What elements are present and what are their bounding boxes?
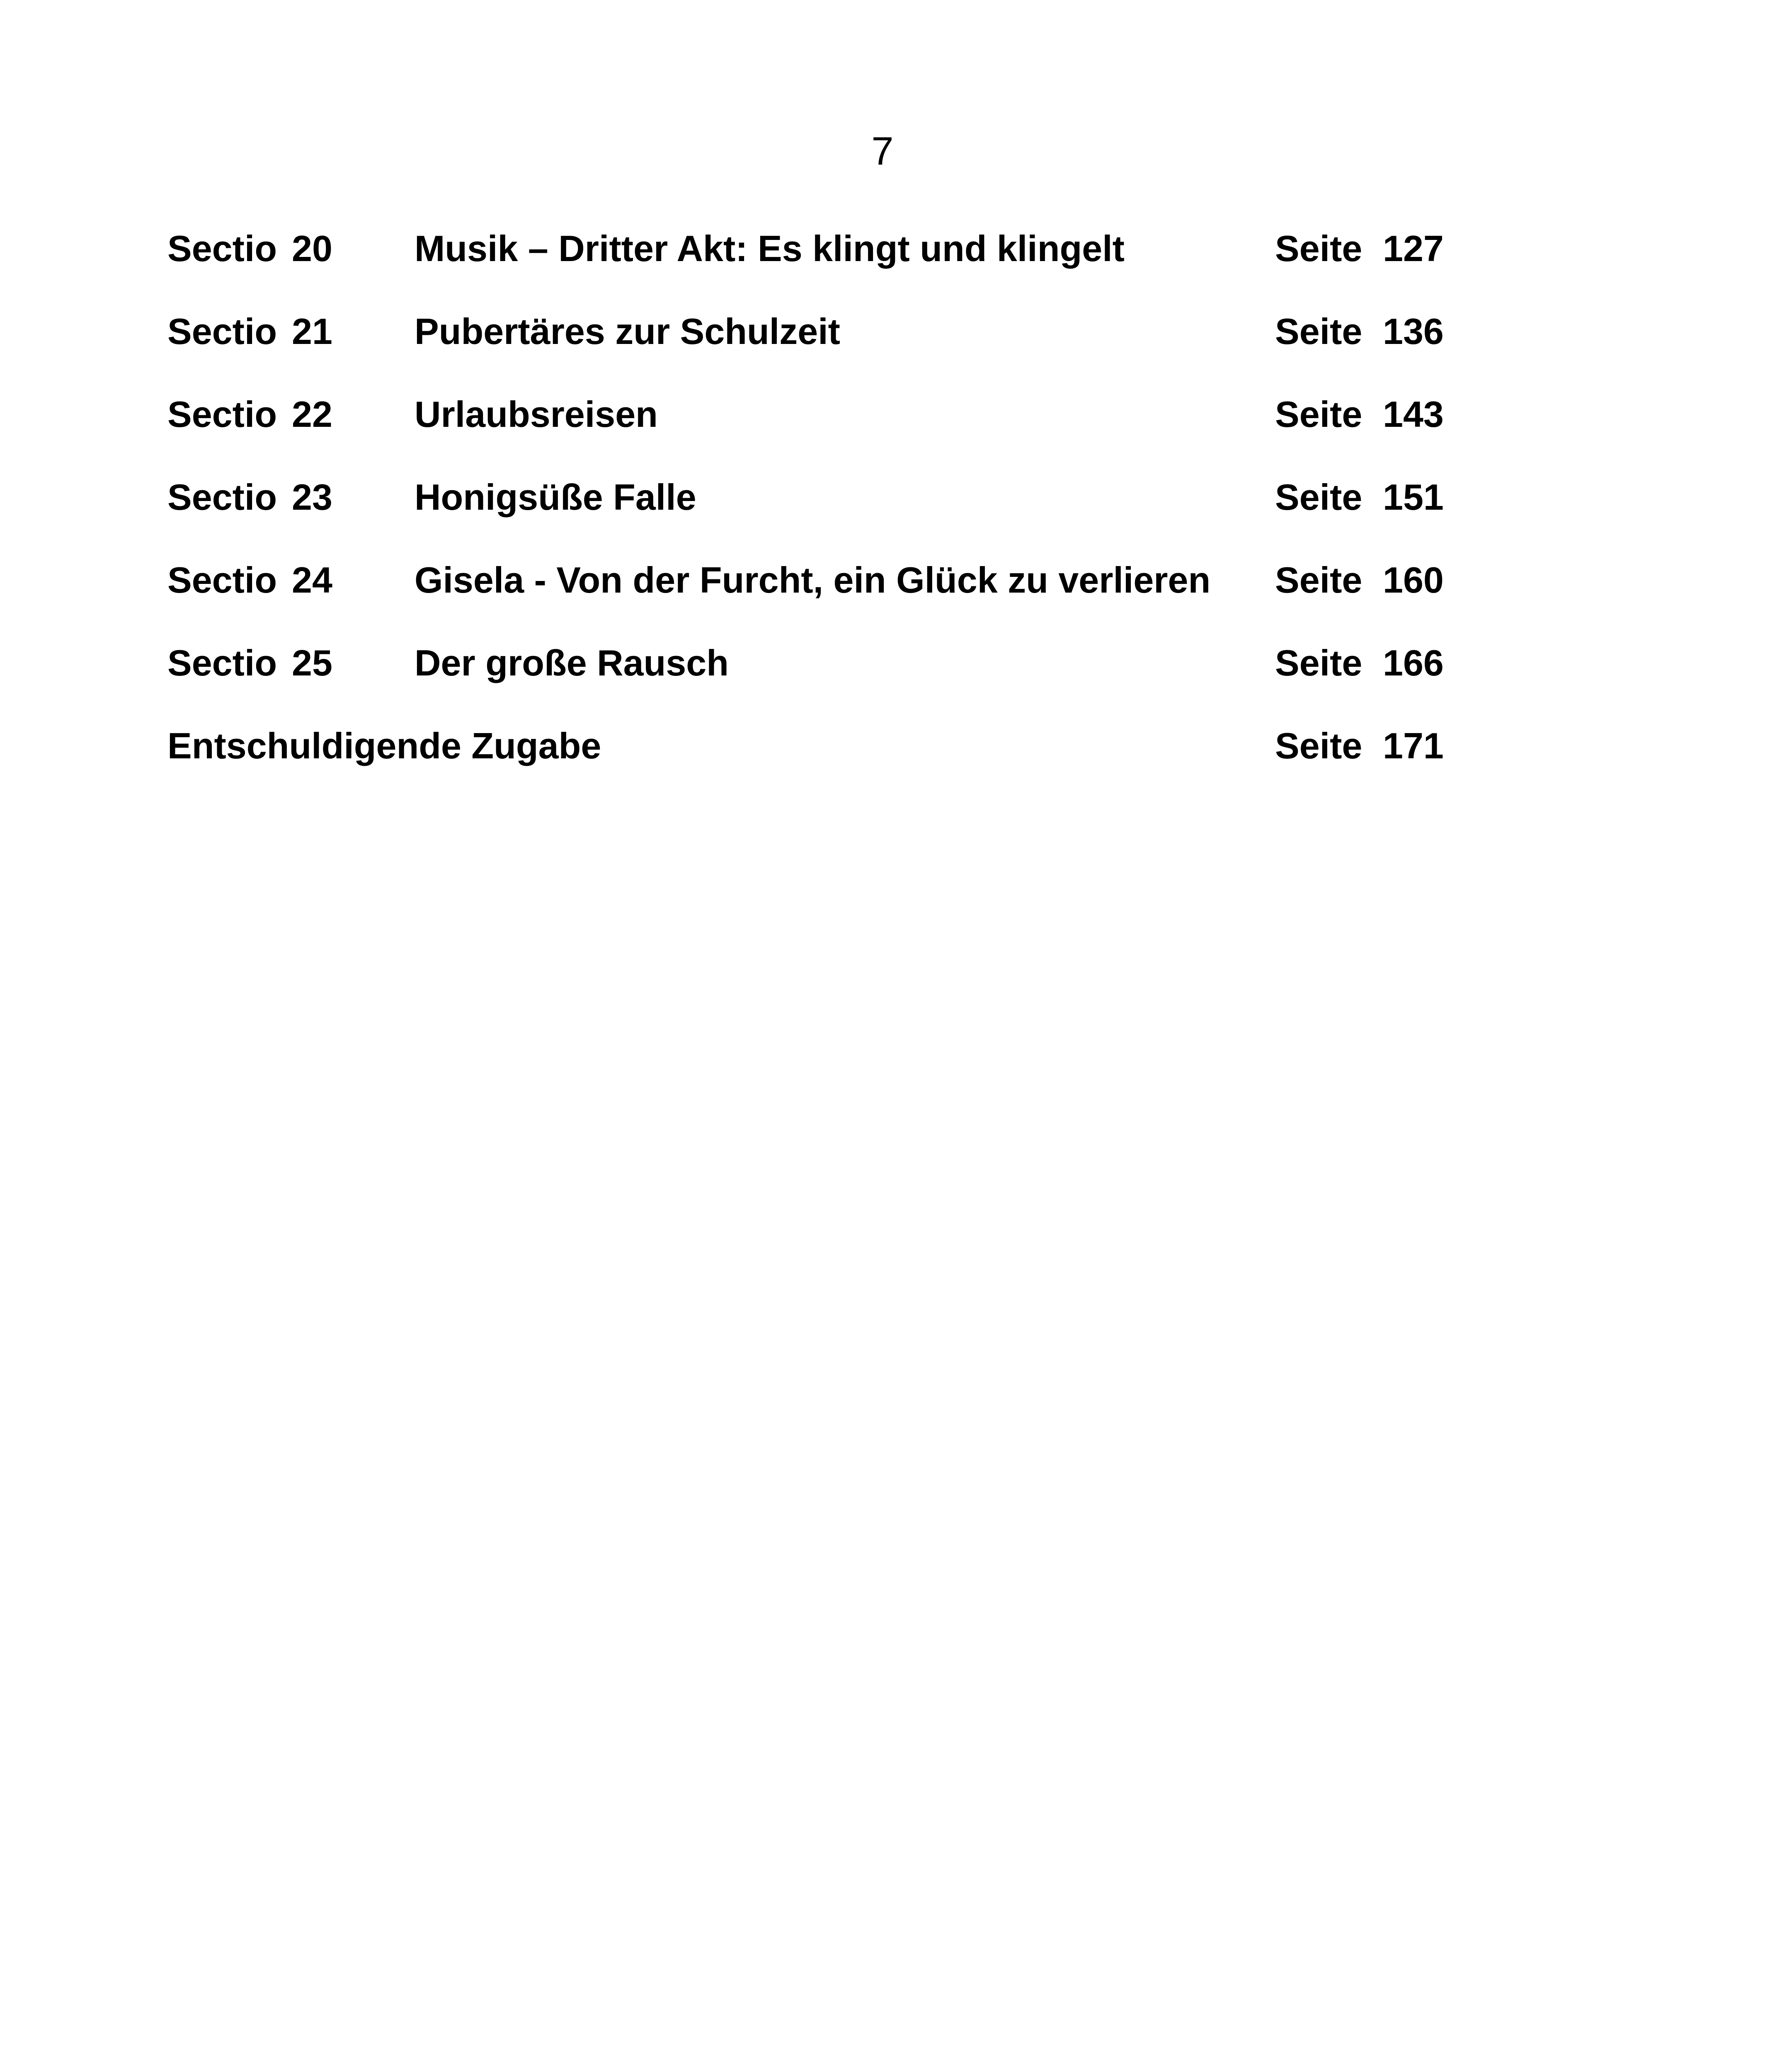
toc-entry-title: Gisela - Von der Furcht, ein Glück zu verlieren	[415, 559, 1211, 600]
toc-final-seite: Seite	[1275, 725, 1363, 766]
toc-entry-label: Sectio	[167, 228, 277, 269]
toc-entry-label: Sectio	[167, 311, 277, 352]
toc-entry-label: Sectio	[167, 642, 277, 683]
toc-entry-title: Urlaubsreisen	[415, 394, 658, 435]
toc-entry-sectio-25	[167, 638, 1701, 721]
toc-entry-number: 21	[292, 311, 332, 352]
toc-entry-sectio-23	[167, 472, 1701, 555]
toc-entry-seite: Seite	[1275, 477, 1363, 518]
toc-entry-label: Sectio	[167, 394, 277, 435]
toc-entry-seite: Seite	[1275, 228, 1363, 269]
page-number: 7	[871, 129, 894, 173]
toc-entry-seite: Seite	[1275, 311, 1363, 352]
toc-entry-title: Der große Rausch	[415, 642, 729, 683]
toc-entry-label: Sectio	[167, 477, 277, 518]
toc-entry-number: 25	[292, 642, 332, 683]
toc-entry-zugabe	[167, 721, 1701, 804]
toc-entry-number: 23	[292, 477, 332, 518]
toc-entry-sectio-24	[167, 555, 1701, 638]
toc-final-title: Entschuldigende Zugabe	[167, 725, 601, 766]
toc-entry-sectio-22	[167, 390, 1701, 472]
toc-final-page: 171	[1383, 725, 1444, 766]
toc-entry-title: Pubertäres zur Schulzeit	[415, 311, 840, 352]
toc-entry-page: 127	[1383, 228, 1444, 269]
toc-entry-title: Honigsüße Falle	[415, 477, 696, 518]
toc-entry-seite: Seite	[1275, 394, 1363, 435]
toc-entry-seite: Seite	[1275, 559, 1363, 600]
toc-entry-page: 166	[1383, 642, 1444, 683]
toc-entry-label: Sectio	[167, 559, 277, 600]
toc-entry-sectio-21	[167, 307, 1701, 390]
toc-entry-number: 20	[292, 228, 332, 269]
toc-entry-seite: Seite	[1275, 642, 1363, 683]
toc-entry-page: 136	[1383, 311, 1444, 352]
toc-entry-number: 22	[292, 394, 332, 435]
toc-entry-page: 160	[1383, 559, 1444, 600]
toc-entry-page: 151	[1383, 477, 1444, 518]
toc-entry-sectio-20	[167, 224, 1701, 307]
toc-entry-page: 143	[1383, 394, 1444, 435]
table-of-contents	[167, 224, 1701, 804]
toc-entry-number: 24	[292, 559, 332, 600]
toc-entry-title: Musik – Dritter Akt: Es klingt und klingelt	[415, 228, 1125, 269]
